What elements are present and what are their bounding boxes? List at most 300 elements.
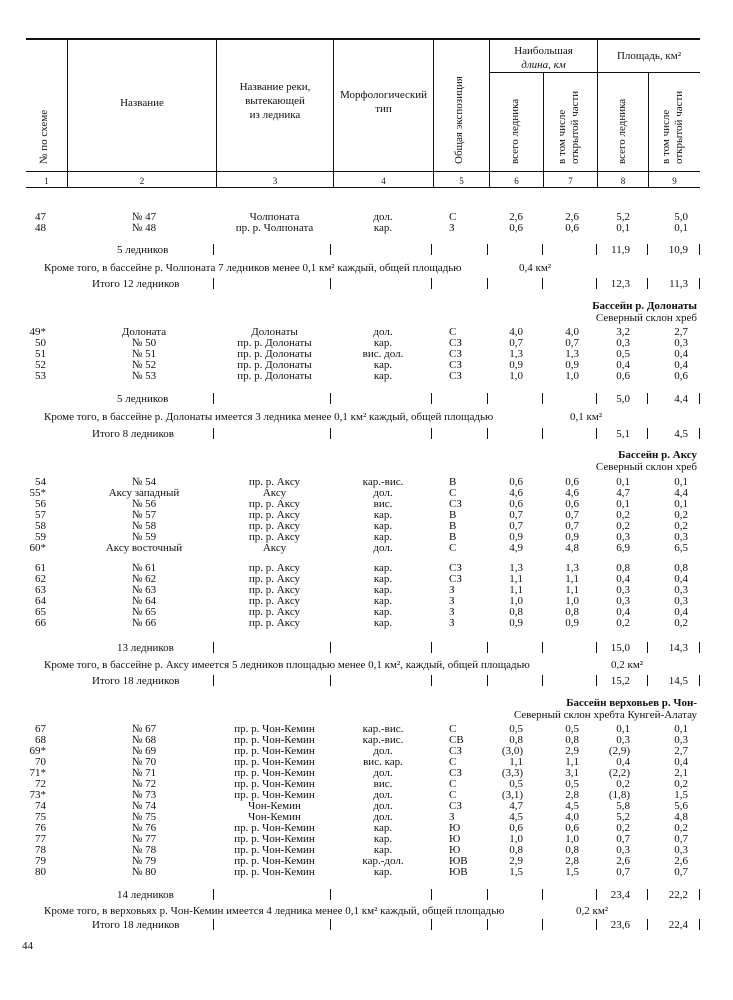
glacier-number: 69* <box>29 745 46 757</box>
length-open: 2,8 <box>565 789 579 801</box>
area-open: 0,6 <box>674 370 688 382</box>
length-total: 0,9 <box>509 359 523 371</box>
total-open-area: 22,4 <box>668 919 688 931</box>
column-bar <box>487 428 488 439</box>
exposition: В <box>449 509 457 521</box>
area-total: 0,7 <box>616 833 630 845</box>
area-total: 0,2 <box>616 520 630 532</box>
column-bar <box>542 642 543 653</box>
length-open: 4,6 <box>565 487 579 499</box>
river-name: пр. р. Чон-Кемин <box>234 855 315 867</box>
glacier-name: № 61 <box>131 562 157 574</box>
header-col-length-total: всего ледника <box>509 98 521 164</box>
glacier-name: № 64 <box>131 595 157 607</box>
total-area: 15,2 <box>610 675 630 687</box>
header-group-length: Наибольшая длина, км <box>514 45 573 71</box>
header-group-area: Площадь, км² <box>616 50 681 62</box>
length-total: 4,6 <box>509 487 523 499</box>
column-bar <box>699 428 700 439</box>
column-bar <box>542 889 543 900</box>
length-total: 0,8 <box>509 734 523 746</box>
total-label: Итого 8 ледников <box>92 428 174 440</box>
length-open: 1,3 <box>565 562 579 574</box>
length-open: 1,1 <box>565 756 579 768</box>
river-name: пр. р. Чон-Кемин <box>234 822 315 834</box>
subtotal-open-area: 14,3 <box>668 642 688 654</box>
length-open: 2,8 <box>565 855 579 867</box>
column-bar <box>431 675 432 686</box>
subtotal-open-area: 4,4 <box>674 393 688 405</box>
morph-type: дол. <box>373 811 393 823</box>
morph-type: кар.-вис. <box>362 476 404 488</box>
length-open: 0,9 <box>565 617 579 629</box>
glacier-number: 47 <box>35 211 46 223</box>
total-open-area: 4,5 <box>674 428 688 440</box>
exposition: С <box>449 326 457 338</box>
exposition: СЗ <box>449 359 462 371</box>
exposition: Ю <box>449 844 461 856</box>
glacier-name: № 50 <box>131 337 157 349</box>
glacier-number: 65 <box>35 606 46 618</box>
river-name: пр. р. Чон-Кемин <box>234 734 315 746</box>
column-bar <box>213 642 214 653</box>
column-number: 1 <box>44 176 49 186</box>
area-open: 0,3 <box>674 595 688 607</box>
column-bar <box>487 675 488 686</box>
morph-type: кар. <box>373 584 393 596</box>
exposition: Ю <box>449 833 461 845</box>
area-total: 0,7 <box>616 866 630 878</box>
river-name: пр. р. Чон-Кемин <box>234 745 315 757</box>
glacier-number: 60* <box>29 542 46 554</box>
column-bar <box>487 393 488 404</box>
length-open: 0,7 <box>565 509 579 521</box>
header-divider <box>543 72 544 187</box>
header-col-river: Название реки, вытекающей из ледника <box>239 81 311 121</box>
river-name: Долонаты <box>251 326 298 338</box>
morph-type: кар. <box>373 606 393 618</box>
column-bar <box>213 393 214 404</box>
glacier-name: № 66 <box>131 617 157 629</box>
subtotal-area: 5,0 <box>616 393 630 405</box>
glacier-number: 57 <box>35 509 46 521</box>
length-open: 0,9 <box>565 359 579 371</box>
area-total: 0,3 <box>616 844 630 856</box>
header-col-type: Морфологический тип <box>339 89 428 115</box>
column-bar <box>596 919 597 930</box>
area-open: 0,2 <box>674 520 688 532</box>
area-open: 1,5 <box>674 789 688 801</box>
river-name: пр. р. Чон-Кемин <box>234 723 315 735</box>
glacier-name: № 56 <box>131 498 157 510</box>
subtotal-label: 13 ледников <box>117 642 174 654</box>
area-total: 0,1 <box>616 498 630 510</box>
glacier-number: 75 <box>35 811 46 823</box>
length-open: 0,5 <box>565 778 579 790</box>
length-total: 1,1 <box>509 573 523 585</box>
header-col-number: № по схеме <box>38 109 50 164</box>
glacier-name: № 62 <box>131 573 157 585</box>
glacier-number: 74 <box>35 800 46 812</box>
total-open-area: 11,3 <box>669 278 688 290</box>
area-open: 0,1 <box>674 222 688 234</box>
area-total: 0,1 <box>616 476 630 488</box>
glacier-number: 73* <box>29 789 46 801</box>
length-total: 0,8 <box>509 606 523 618</box>
group-note: Кроме того, в бассейне р. Чолпоната 7 ледников менее 0,1 км² каждый, общей площадью <box>44 262 462 274</box>
glacier-number: 50 <box>35 337 46 349</box>
area-total: 0,3 <box>616 531 630 543</box>
river-name: пр. р. Долонаты <box>237 337 312 349</box>
river-name: пр. р. Чон-Кемин <box>234 778 315 790</box>
length-total: 2,6 <box>509 211 523 223</box>
length-total: 0,7 <box>509 337 523 349</box>
area-open: 0,2 <box>674 509 688 521</box>
glacier-number: 78 <box>35 844 46 856</box>
glacier-name: Долоната <box>121 326 167 338</box>
exposition: СЗ <box>449 745 462 757</box>
river-name: пр. р. Долонаты <box>237 348 312 360</box>
subtotal-label: 5 ледников <box>117 244 169 256</box>
column-bar <box>330 889 331 900</box>
glacier-name: № 80 <box>131 866 157 878</box>
morph-type: дол. <box>373 800 393 812</box>
exposition: СЗ <box>449 767 462 779</box>
river-name: Чон-Кемин <box>248 800 301 812</box>
column-bar <box>542 244 543 255</box>
river-name: Аксу <box>262 487 287 499</box>
exposition: З <box>449 595 455 607</box>
area-open: 2,7 <box>674 326 688 338</box>
area-total: 4,7 <box>616 487 630 499</box>
header-col-area-total: всего ледника <box>616 98 628 164</box>
length-open: 0,8 <box>565 734 579 746</box>
glacier-number: 66 <box>35 617 46 629</box>
header-bottom-rule <box>26 171 700 172</box>
length-open: 0,7 <box>565 337 579 349</box>
length-total: (3,1) <box>501 789 523 801</box>
glacier-number: 52 <box>35 359 46 371</box>
length-open: 2,6 <box>565 211 579 223</box>
morph-type: кар. <box>373 617 393 629</box>
glacier-name: № 78 <box>131 844 157 856</box>
glacier-number: 76 <box>35 822 46 834</box>
header-group-rule <box>489 72 700 73</box>
glacier-name: № 58 <box>131 520 157 532</box>
column-bar <box>699 278 700 289</box>
exposition: С <box>449 723 457 735</box>
length-open: 1,5 <box>565 866 579 878</box>
area-open: 0,4 <box>674 573 688 585</box>
length-total: (3,0) <box>501 745 523 757</box>
area-total: 0,5 <box>616 348 630 360</box>
glacier-number: 70 <box>35 756 46 768</box>
length-open: 1,3 <box>565 348 579 360</box>
glacier-number: 62 <box>35 573 46 585</box>
column-bar <box>330 675 331 686</box>
total-label: Итого 12 ледников <box>92 278 180 290</box>
group-note: Кроме того, в верховьях р. Чон-Кемин имеется 4 ледника менее 0,1 км² каждый, общей площадью <box>44 905 505 917</box>
group-note-value: 0,1 км² <box>570 411 603 423</box>
area-open: 0,3 <box>674 531 688 543</box>
column-bar <box>647 244 648 255</box>
glacier-name: № 59 <box>131 531 157 543</box>
column-bar <box>647 278 648 289</box>
glacier-name: № 57 <box>131 509 157 521</box>
morph-type: кар.-вис. <box>362 723 404 735</box>
exposition: С <box>449 789 457 801</box>
area-total: 6,9 <box>616 542 630 554</box>
morph-type: дол. <box>373 211 393 223</box>
total-area: 5,1 <box>616 428 630 440</box>
area-open: 0,3 <box>674 734 688 746</box>
column-bar <box>213 675 214 686</box>
glacier-name: Аксу западный <box>108 487 180 499</box>
glacier-number: 49* <box>29 326 46 338</box>
area-total: 3,2 <box>616 326 630 338</box>
glacier-name: № 63 <box>131 584 157 596</box>
area-total: 0,2 <box>616 822 630 834</box>
total-area: 12,3 <box>610 278 630 290</box>
total-label: Итого 18 ледников <box>92 675 180 687</box>
area-total: 0,4 <box>616 359 630 371</box>
morph-type: кар. <box>373 866 393 878</box>
river-name: пр. р. Чолпоната <box>235 222 314 234</box>
area-total: 0,2 <box>616 509 630 521</box>
column-bar <box>542 278 543 289</box>
page-number: 44 <box>22 940 33 952</box>
area-total: (2,2) <box>608 767 630 779</box>
length-total: 0,7 <box>509 520 523 532</box>
length-open: 1,0 <box>565 370 579 382</box>
glacier-number: 51 <box>35 348 46 360</box>
length-open: 1,0 <box>565 833 579 845</box>
area-open: 0,7 <box>674 866 688 878</box>
area-total: 0,1 <box>616 222 630 234</box>
column-bar <box>596 393 597 404</box>
glacier-name: № 54 <box>131 476 157 488</box>
glacier-number: 68 <box>35 734 46 746</box>
glacier-name: Аксу восточный <box>105 542 183 554</box>
area-total: 5,2 <box>616 211 630 223</box>
exposition: В <box>449 520 457 532</box>
header-col-name: Название <box>120 97 164 109</box>
column-bar <box>487 919 488 930</box>
subtotal-label: 14 ледников <box>117 889 174 901</box>
column-bar <box>213 278 214 289</box>
river-name: пр. р. Аксу <box>248 498 301 510</box>
length-total: 1,0 <box>509 595 523 607</box>
river-name: пр. р. Аксу <box>248 531 301 543</box>
column-bar <box>699 244 700 255</box>
morph-type: кар. <box>373 595 393 607</box>
length-open: 0,8 <box>565 606 579 618</box>
area-open: 0,3 <box>674 337 688 349</box>
area-open: 2,7 <box>674 745 688 757</box>
column-bar <box>699 889 700 900</box>
column-bar <box>330 393 331 404</box>
total-open-area: 14,5 <box>668 675 688 687</box>
morph-type: вис. дол. <box>362 348 404 360</box>
subtotal-area: 15,0 <box>610 642 630 654</box>
area-open: 5,6 <box>674 800 688 812</box>
length-total: 0,7 <box>509 509 523 521</box>
morph-type: вис. <box>373 778 393 790</box>
length-total: 0,5 <box>509 778 523 790</box>
column-bar <box>647 919 648 930</box>
column-bar <box>431 244 432 255</box>
area-open: 0,4 <box>674 756 688 768</box>
river-name: пр. р. Долонаты <box>237 359 312 371</box>
glacier-name: № 53 <box>131 370 157 382</box>
area-total: 2,6 <box>616 855 630 867</box>
morph-type: кар. <box>373 337 393 349</box>
morph-type: кар. <box>373 573 393 585</box>
length-total: 0,5 <box>509 723 523 735</box>
morph-type: кар. <box>373 509 393 521</box>
exposition: С <box>449 756 457 768</box>
column-bar <box>330 278 331 289</box>
exposition: З <box>449 222 455 234</box>
subtotal-area: 11,9 <box>611 244 630 256</box>
area-total: (1,8) <box>608 789 630 801</box>
glacier-name: № 73 <box>131 789 157 801</box>
length-total: 1,1 <box>509 584 523 596</box>
length-total: 1,3 <box>509 348 523 360</box>
morph-type: кар. <box>373 359 393 371</box>
area-total: (2,9) <box>608 745 630 757</box>
glacier-name: № 52 <box>131 359 157 371</box>
glacier-name: № 51 <box>131 348 157 360</box>
table-row <box>0 543 733 554</box>
column-bar <box>542 428 543 439</box>
area-total: 5,2 <box>616 811 630 823</box>
length-open: 1,1 <box>565 584 579 596</box>
glacier-number: 64 <box>35 595 46 607</box>
area-total: 0,4 <box>616 606 630 618</box>
group-note-value: 0,2 км² <box>576 905 609 917</box>
exposition: С <box>449 487 457 499</box>
length-open: 4,0 <box>565 326 579 338</box>
column-number: 4 <box>381 176 386 186</box>
river-name: пр. р. Чон-Кемин <box>234 833 315 845</box>
glacier-number: 59 <box>35 531 46 543</box>
glacier-name: № 67 <box>131 723 157 735</box>
length-open: 4,5 <box>565 800 579 812</box>
column-bar <box>431 393 432 404</box>
glacier-name: № 47 <box>131 211 157 223</box>
table-row <box>0 223 733 234</box>
exposition: СЗ <box>449 498 462 510</box>
length-total: 4,0 <box>509 326 523 338</box>
river-name: пр. р. Аксу <box>248 562 301 574</box>
column-bar <box>213 889 214 900</box>
exposition: З <box>449 811 455 823</box>
column-bar <box>647 393 648 404</box>
area-total: 0,2 <box>616 617 630 629</box>
morph-type: дол. <box>373 767 393 779</box>
length-total: 0,8 <box>509 844 523 856</box>
area-open: 0,3 <box>674 584 688 596</box>
header-col-length-open: в том числе открытой части <box>556 90 581 164</box>
length-total: 0,6 <box>509 476 523 488</box>
column-bar <box>596 889 597 900</box>
length-open: 2,9 <box>565 745 579 757</box>
column-bar <box>487 889 488 900</box>
area-open: 5,0 <box>674 211 688 223</box>
length-open: 0,6 <box>565 822 579 834</box>
total-label: Итого 18 ледников <box>92 919 180 931</box>
table-row <box>0 618 733 629</box>
table-row <box>0 867 733 878</box>
exposition: В <box>449 531 457 543</box>
column-bar <box>699 919 700 930</box>
morph-type: дол. <box>373 745 393 757</box>
length-open: 0,6 <box>565 222 579 234</box>
exposition: ЮВ <box>449 866 468 878</box>
total-area: 23,6 <box>610 919 630 931</box>
area-open: 2,1 <box>674 767 688 779</box>
column-bar <box>647 889 648 900</box>
exposition: З <box>449 606 455 618</box>
length-total: 0,9 <box>509 531 523 543</box>
area-open: 0,1 <box>674 723 688 735</box>
exposition: З <box>449 617 455 629</box>
length-total: 0,9 <box>509 617 523 629</box>
morph-type: кар.-дол. <box>362 855 404 867</box>
river-name: Чолпоната <box>249 211 300 223</box>
river-name: пр. р. Долонаты <box>237 370 312 382</box>
glacier-number: 80 <box>35 866 46 878</box>
glacier-number: 54 <box>35 476 46 488</box>
glacier-name: № 68 <box>131 734 157 746</box>
area-open: 0,3 <box>674 844 688 856</box>
length-total: 4,9 <box>509 542 523 554</box>
river-name: пр. р. Аксу <box>248 617 301 629</box>
header-divider <box>433 38 434 187</box>
length-total: 1,1 <box>509 756 523 768</box>
area-open: 0,1 <box>674 476 688 488</box>
glacier-number: 77 <box>35 833 46 845</box>
length-total: 1,0 <box>509 370 523 382</box>
morph-type: вис. <box>373 498 393 510</box>
glacier-number: 63 <box>35 584 46 596</box>
glacier-number: 67 <box>35 723 46 735</box>
column-bar <box>213 244 214 255</box>
area-total: 0,3 <box>616 337 630 349</box>
area-open: 4,8 <box>674 811 688 823</box>
section-heading: Бассейн верховьев р. Чон- Северный склон хребта Кунгей-Алатау <box>513 697 697 721</box>
header-col-area-open: в том числе открытой части <box>660 90 685 164</box>
length-total: 0,6 <box>509 822 523 834</box>
glacier-name: № 70 <box>131 756 157 768</box>
column-bar <box>431 428 432 439</box>
column-bar <box>487 244 488 255</box>
column-bar <box>330 642 331 653</box>
column-number: 9 <box>672 176 677 186</box>
river-name: пр. р. Чон-Кемин <box>234 789 315 801</box>
morph-type: кар. <box>373 520 393 532</box>
area-total: 0,3 <box>616 595 630 607</box>
column-number: 2 <box>139 176 145 186</box>
length-open: 1,1 <box>565 573 579 585</box>
length-open: 4,8 <box>565 542 579 554</box>
morph-type: кар. <box>373 562 393 574</box>
river-name: пр. р. Аксу <box>248 595 301 607</box>
column-bar <box>213 428 214 439</box>
column-bar <box>431 889 432 900</box>
area-total: 0,2 <box>616 778 630 790</box>
